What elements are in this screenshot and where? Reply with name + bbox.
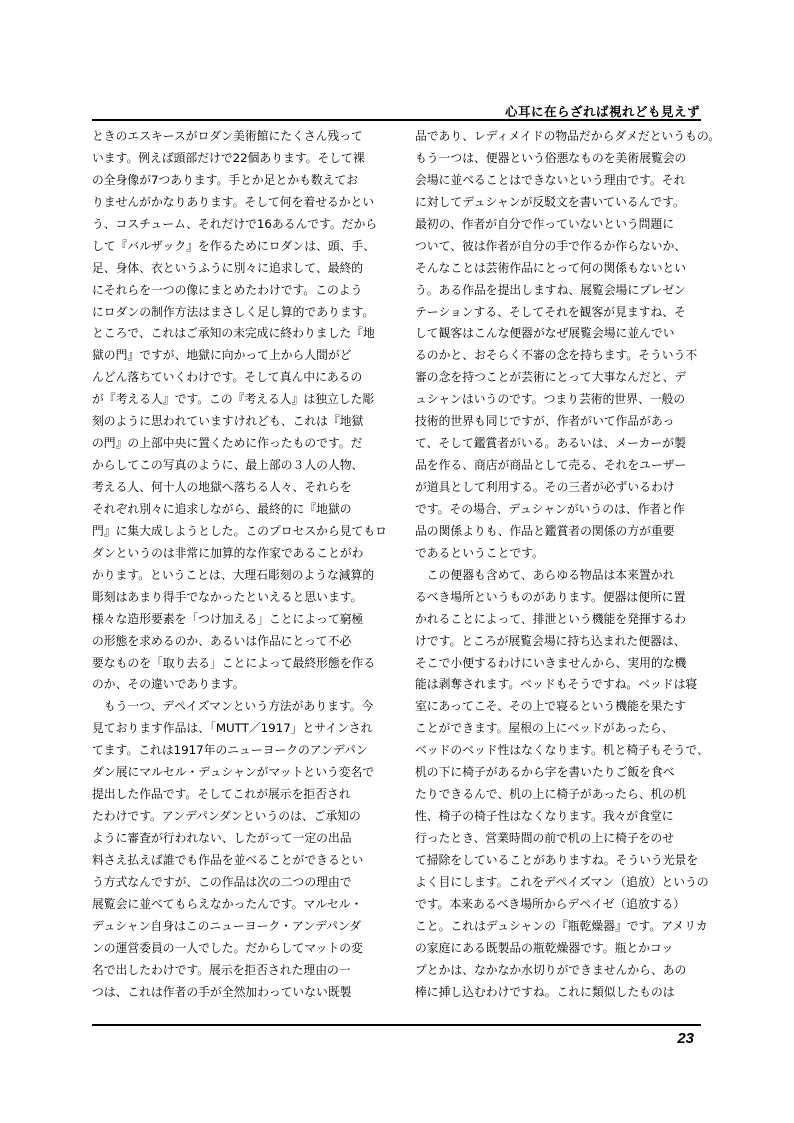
text-line: います。例えば頭部だけで22個あります。そして裸 xyxy=(92,150,365,165)
page-number: 23 xyxy=(677,1030,694,1047)
text-line: う、コスチューム、それだけで16あるんです。だから xyxy=(92,216,378,231)
text-line: の門』の上部中央に置くために作ったものです。だ xyxy=(92,436,363,451)
text-line: つは、これは作者の手が全然加わっていない既製 xyxy=(92,984,352,999)
left-column xyxy=(92,126,402,1004)
text-line: かります。ということは、大理石彫刻のような減算的 xyxy=(92,567,375,582)
text-line: て、そして鑑賞者がいる。あるいは、メーカーが製 xyxy=(415,436,686,451)
text-line: ベッドのベッド性はなくなります。机と椅子もそうで、 xyxy=(415,743,709,758)
text-line: て掃除をしていることがありますね。そういう光景を xyxy=(415,852,699,867)
text-line: テーションする、そしてそれを観客が見ますね、そ xyxy=(415,304,686,319)
text-line: が道具として利用する。その三者が必ずいるわけ xyxy=(415,480,675,494)
text-line: 展覧会に並べてもらえなかったんです。マルセル・ xyxy=(92,896,363,911)
text-line: 品であり、レディメイドの物品だからダメだというもの。 xyxy=(415,129,721,143)
text-line: 審の念を持つことが芸術にとって大事なんだと、デ xyxy=(415,370,687,385)
text-line: のか、その違いであります。 xyxy=(92,677,245,692)
text-line: 棒に挿し込むわけですね。これに類似したものは xyxy=(415,984,675,999)
text-line: して『バルザック』を作るためにロダンは、頭、手、 xyxy=(92,238,376,253)
text-line: んどん落ちていくわけです。そして真ん中にあるの xyxy=(92,370,363,385)
text-line: りませんがかなりあります。そして何を着せるかとい xyxy=(92,194,375,209)
text-line: に対してデュシャンが反駁文を書いているんです。 xyxy=(415,194,685,209)
text-line: るのかと、おそらく不審の念を持ちます。そういう不 xyxy=(415,348,698,363)
text-line: 彫刻はあまり得手でなかったといえると思います。 xyxy=(92,589,363,604)
text-line: てます。これは1917年のニューヨークのアンデパン xyxy=(92,743,368,758)
text-line: もう一つは、便器という俗悪なものを美術展覧会の xyxy=(415,150,687,165)
text-line: 最初の、作者が自分で作っていないという問題に xyxy=(415,216,675,231)
text-line: 刻のように思われていますけれども、これは『地獄 xyxy=(92,414,364,429)
running-header: 心耳に在らざれば視れども見えず xyxy=(504,104,700,119)
text-line: う。ある作品を提出しますね、展覧会場にプレゼン xyxy=(415,282,686,297)
text-line: からしてこの写真のように、最上部の３人の人物、 xyxy=(92,458,364,473)
text-line: 様々な造形要素を「つけ加える」ことによって窮極 xyxy=(92,611,364,626)
text-line: ことができます。屋根の上にベッドがあったら、 xyxy=(415,721,674,736)
text-line: ダン展にマルセル・デュシャンがマットという変名で xyxy=(92,765,375,780)
text-line: デュシャン自身はこのニューヨーク・アンデパンダ xyxy=(92,918,362,933)
text-line: そこで小便するわけにいきませんから、実用的な機 xyxy=(415,655,687,670)
text-line: 能は剥奪されます。ベッドもそうですね。ベッドは寝 xyxy=(415,677,698,692)
right-column xyxy=(415,126,725,1004)
text-line: 机の下に椅子があるから字を書いたりご飯を食べ xyxy=(415,765,675,780)
text-line: 提出した作品です。そしてこれが展示を拒否され xyxy=(92,787,351,802)
text-line: 名で出したわけです。展示を拒否された理由の一 xyxy=(92,962,351,977)
text-line: です。本来あるべき場所からデペイゼ（追放する） xyxy=(415,896,686,911)
text-line: の家庭にある既製品の瓶乾燥器です。瓶とかコッ xyxy=(415,940,674,955)
text-line: にそれらを一つの像にまとめたわけです。このよう xyxy=(92,282,363,297)
text-line: 考える人、何十人の地獄へ落ちる人々、それらを xyxy=(92,480,352,494)
footer-rule xyxy=(92,1024,701,1026)
text-line: の形態を求めるのか、あるいは作品にとって不必 xyxy=(92,633,352,648)
text-line: プとかは、なかなか水切りができませんから、あの xyxy=(415,962,687,977)
text-line: です。その場合、デュシャンがいうのは、作者と作 xyxy=(415,501,685,516)
text-line: るべき場所というものがあります。便器は便所に置 xyxy=(415,589,686,604)
text-line: よく目にします。これをデペイズマン（追放）というの xyxy=(415,874,709,889)
text-line: ュシャンはいうのです。つまり芸術的世界、一般の xyxy=(415,392,686,407)
text-line: たりできるんで、机の上に椅子があったら、机の机 xyxy=(415,787,686,802)
text-line: 料さえ払えば誰でも作品を並べることができるとい xyxy=(92,852,364,867)
text-line: 見ております作品は、「MUTT／1917」とサインされ xyxy=(92,721,373,736)
text-line: 行ったとき、営業時間の前で机の上に椅子をのせ xyxy=(415,831,675,845)
text-line: 室にあってこそ、その上で寝るという機能を果たす xyxy=(415,699,686,714)
text-line: ように審査が行われない、したがって一定の出品 xyxy=(92,831,352,845)
text-line: それぞれ別々に追求しながら、最終的に『地獄の xyxy=(92,501,352,516)
text-line: こと。これはデュシャンの『瓶乾燥器』です。アメリカ xyxy=(415,918,708,933)
text-line: して観客はこんな便器がなぜ展覧会場に並んでい xyxy=(415,326,675,341)
text-line: 品の関係よりも、作品と鑑賞者の関係の方が重要 xyxy=(415,523,675,538)
text-line: ンの運営委員の一人でした。だからしてマットの変 xyxy=(92,940,363,955)
text-line: 性、椅子の椅子性はなくなります。我々が食堂に xyxy=(415,809,674,824)
text-line: ときのエスキースがロダン美術館にたくさん残って xyxy=(92,129,363,143)
text-line: 技術的世界も同じですが、作者がいて作品があっ xyxy=(415,414,675,429)
text-line: 品を作る、商店が商品として売る、それをユーザー xyxy=(415,458,687,473)
text-line: たわけです。アンデパンダンというのは、ご承知の xyxy=(92,809,361,824)
text-line: 要なものを「取り去る」ことによって最終形態を作る xyxy=(92,655,376,670)
text-line: 獄の門』ですが、地獄に向かって上から人間がど xyxy=(92,348,352,363)
text-line: 門』に集大成しようとした。このプロセスから見てもロ xyxy=(92,523,387,538)
text-line: であるということです。 xyxy=(415,545,544,560)
text-line: 会場に並べることはできないという理由です。それ xyxy=(415,172,686,187)
text-line: けです。ところが展覧会場に持ち込まれた便器は、 xyxy=(415,633,686,648)
text-line: う方式なんですが、この作品は次の二つの理由で xyxy=(92,874,352,889)
text-line: 足、身体、衣というふうに別々に追求して、最終的 xyxy=(92,260,364,275)
text-line: ダンというのは非常に加算的な作家であることがわ xyxy=(92,545,364,560)
text-line: もう一つ、デペイズマンという方法があります。今 xyxy=(92,699,374,714)
text-line: が『考える人』です。この『考える人』は独立した彫 xyxy=(92,392,375,407)
text-line: ところで、これはご承知の未完成に終わりました『地 xyxy=(92,326,375,341)
text-line: ついて、彼は作者が自分の手で作るか作らないか、 xyxy=(415,238,687,253)
text-line: かれることによって、排泄という機能を発揮するわ xyxy=(415,611,687,626)
text-line: この便器も含めて、あらゆる物品は本来置かれ xyxy=(415,567,675,582)
header-rule xyxy=(92,119,701,121)
text-line: にロダンの制作方法はまさしく足し算的であります。 xyxy=(92,304,375,319)
text-line: の全身像が7つあります。手とか足とかも数えてお xyxy=(92,172,359,187)
text-line: そんなことは芸術作品にとって何の関係もないとい xyxy=(415,260,687,275)
